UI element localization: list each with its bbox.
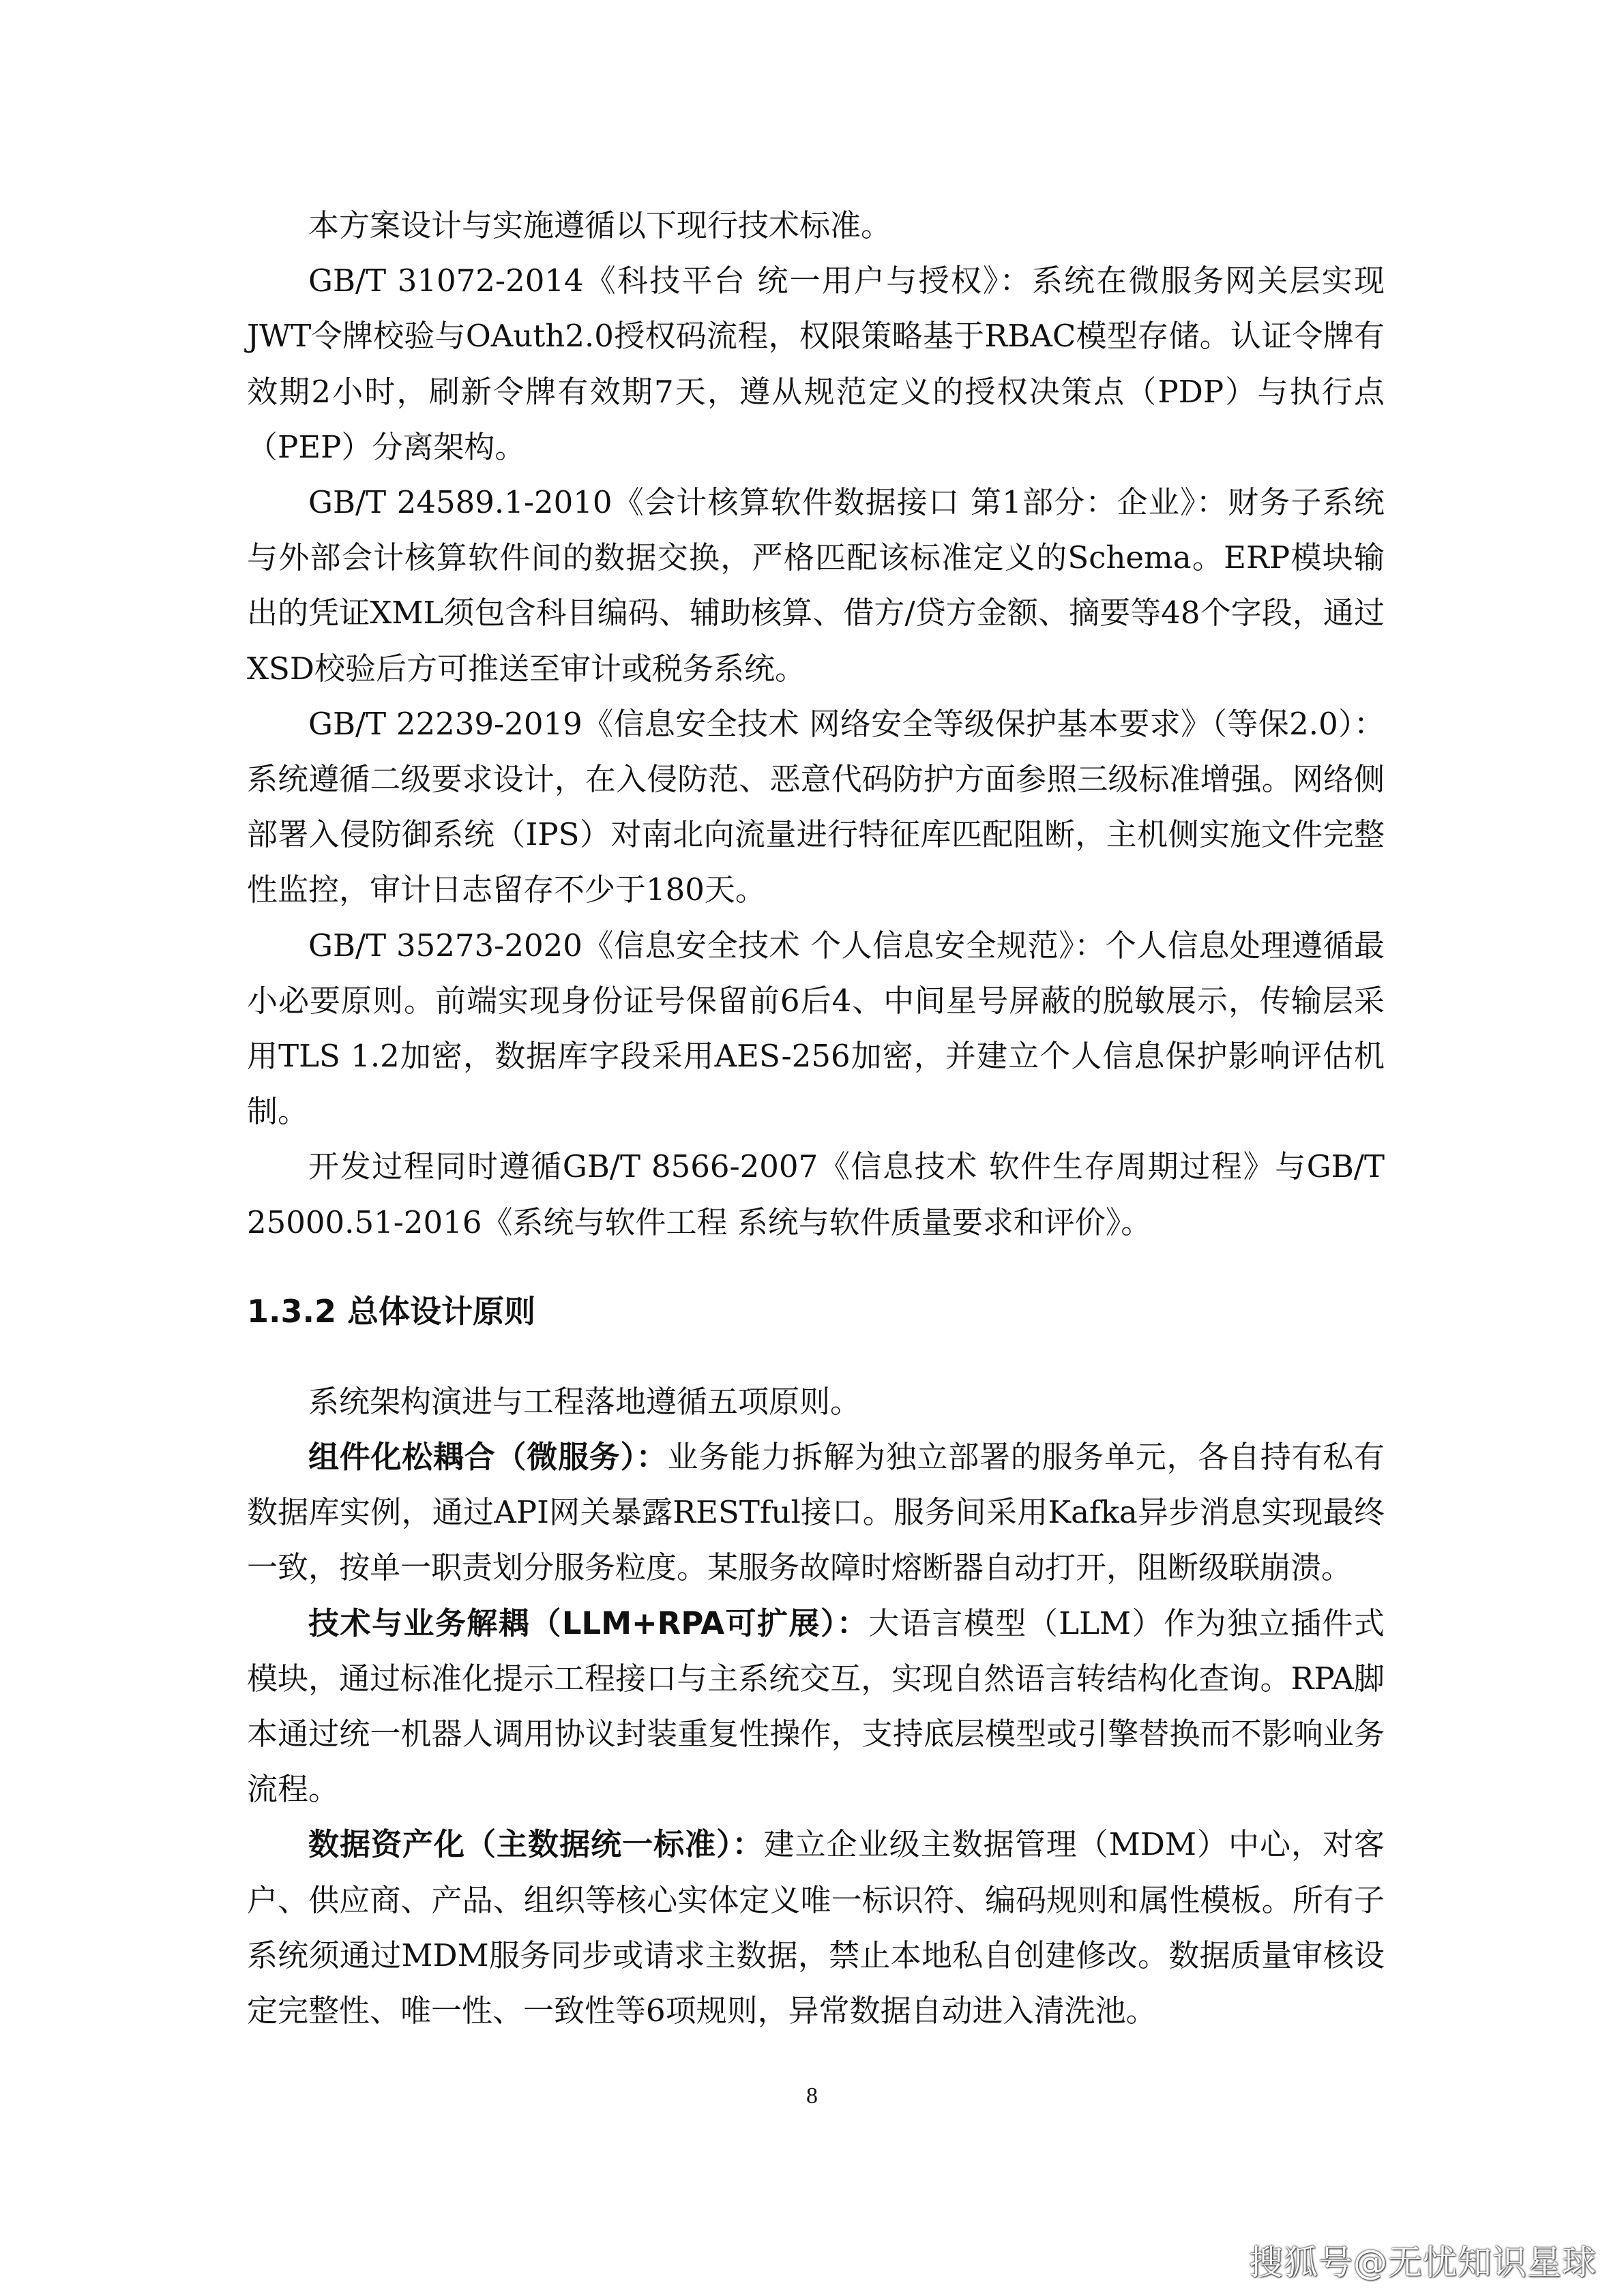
standard-paragraph [247,198,1385,253]
standard-paragraph [247,696,1385,918]
principles-section [247,1374,1385,2038]
principle-title: 组件化松耦合（微服务）： [308,1439,668,1476]
paragraph-text: GB/T 24589.1-2010《会计核算软件数据接口 第1部分：企业》：财务子系统与外部会计核算软件间的数据交换，严格匹配该标准定义的Schema。ERP模块输出的凭证XML须包含科目编码、辅助核算、借方/贷方金额、摘要等48个字段，通过XSD校验后方可推送至审计或税务系统。 [247,484,1385,687]
principle-paragraph [247,1374,1385,1429]
paragraph-text: GB/T 22239-2019《信息安全技术 网络安全等级保护基本要求》（等保2.0）：系统遵循二级要求设计，在入侵防范、恶意代码防护方面参照三级标准增强。网络侧部署入侵防御系统（IPS）对南北向流量进行特征库匹配阻断，主机侧实施文件完整性监控，审计日志留存不少于180天。 [247,705,1385,908]
principle-paragraph [247,1596,1385,1817]
watermark: 搜狐号@无忧知识星球 [1249,2243,1597,2282]
paragraph-text: 本方案设计与实施遵循以下现行技术标准。 [308,207,892,243]
standard-paragraph [247,918,1385,1139]
principle-paragraph [247,1817,1385,2038]
paragraph-text: 建立企业级主数据管理（MDM）中心，对客户、供应商、产品、组织等核心实体定义唯一标识符、编码规则和属性模板。所有子系统须通过MDM服务同步或请求主数据，禁止本地私自创建修改。数据质量审核设定完整性、唯一性、一致性等6项规则，异常数据自动进入清洗池。 [247,1826,1385,2029]
standard-paragraph [247,253,1385,475]
document-page [247,198,1385,2038]
paragraph-text: 业务能力拆解为独立部署的服务单元，各自持有私有数据库实例，通过API网关暴露RESTful接口。服务间采用Kafka异步消息实现最终一致，按单一职责划分服务粒度。某服务故障时熔断器自动打开，阻断级联崩溃。 [247,1439,1385,1586]
paragraph-text: 开发过程同时遵循GB/T 8566-2007《信息技术 软件生存周期过程》与GB/T 25000.51-2016《系统与软件工程 系统与软件质量要求和评价》。 [247,1148,1385,1240]
standard-paragraph [247,1139,1385,1249]
paragraph-text: 系统架构演进与工程落地遵循五项原则。 [308,1383,861,1420]
paragraph-text: 大语言模型（LLM）作为独立插件式模块，通过标准化提示工程接口与主系统交互，实现自然语言转结构化查询。RPA脚本通过统一机器人调用协议封装重复性操作，支持底层模型或引擎替换而不影响业务流程。 [247,1605,1385,1808]
section-heading: 1.3.2 总体设计原则 [247,1292,535,1330]
standard-paragraph [247,475,1385,696]
paragraph-text: GB/T 31072-2014《科技平台 统一用户与授权》：系统在微服务网关层实现JWT令牌校验与OAuth2.0授权码流程，权限策略基于RBAC模型存储。认证令牌有效期2小时，刷新令牌有效期7天，遵从规范定义的授权决策点（PDP）与执行点（PEP）分离架构。 [247,263,1385,465]
page-number: 8 [806,2083,818,2108]
standards-section [247,198,1385,1250]
principle-paragraph [247,1429,1385,1596]
principle-title: 技术与业务解耦（LLM+RPA可扩展）： [308,1605,869,1641]
principle-title: 数据资产化（主数据统一标准）： [308,1826,764,1863]
paragraph-text: GB/T 35273-2020《信息安全技术 个人信息安全规范》：个人信息处理遵循最小必要原则。前端实现身份证号保留前6后4、中间星号屏蔽的脱敏展示，传输层采用TLS 1.2加密，数据库字段采用AES-256加密，并建立个人信息保护影响评估机制。 [247,927,1385,1130]
